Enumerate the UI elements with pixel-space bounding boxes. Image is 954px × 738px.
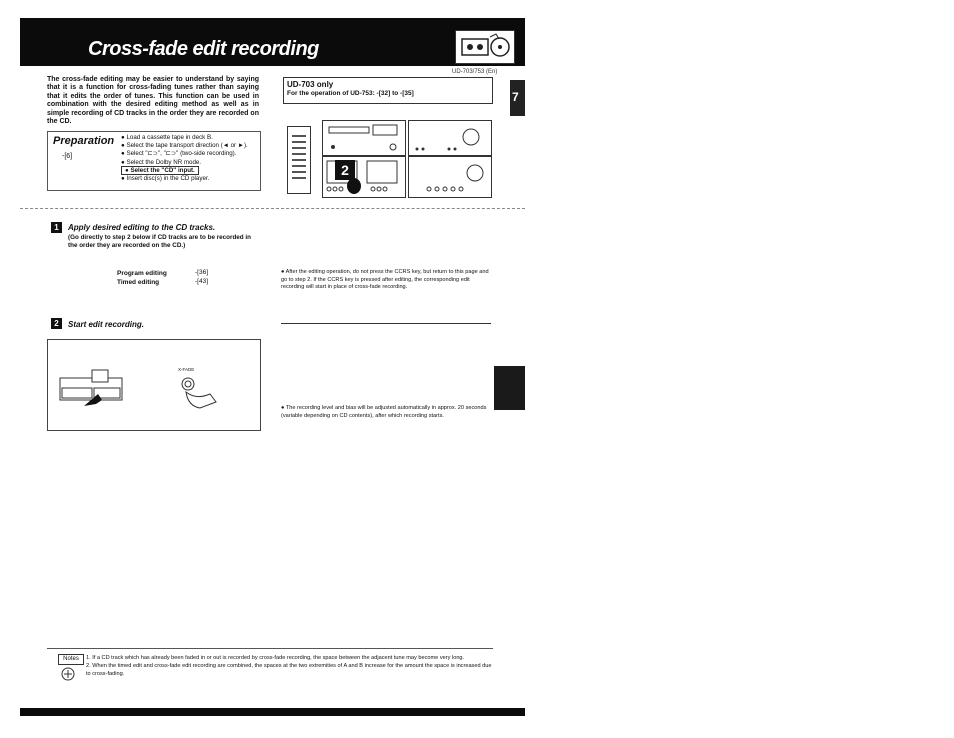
deck-buttons-icon (48, 340, 260, 430)
note-item: 1. If a CD track which has already been faded in or out is recorded by cross-fade recording, the space between the adjacent tune may become very long. (86, 655, 465, 661)
xfade-key-label: X-FADE (178, 367, 195, 372)
editing-methods (117, 269, 167, 287)
list-item: ● Select "⊏⊃", "⊏⊃" (two-side recording). (121, 150, 237, 158)
note-item: 2. When the timed edit and cross-fade edit recording are combined, the spaces at the two extremities of A and B increase for the amount the space is increased due to cross-fading. (86, 663, 492, 677)
page-title: Cross-fade edit recording (88, 38, 319, 60)
notes-label: Notes (58, 654, 84, 665)
section-divider (20, 208, 525, 209)
list-item: ● Select the tape transport direction (◄ or ►). (121, 142, 248, 150)
step-1-note: (Go directly to step 2 below if CD tracks are to be recorded in the order they are recorded on the CD.) (68, 234, 252, 250)
preparation-list (121, 134, 248, 183)
chapter-number: 7 (512, 90, 519, 104)
side-tab (494, 366, 525, 410)
amplifier-icon (408, 120, 492, 156)
chapter-tab (510, 80, 525, 116)
list-item: ● Select the Dolby NR mode. (121, 158, 202, 166)
step-badge-icon: 2 (335, 160, 355, 180)
notes-divider (47, 648, 493, 649)
model-reference: UD-703/753 (En) (452, 69, 498, 75)
page-ref: -[43] (195, 278, 209, 285)
step-2-diagram (47, 339, 261, 431)
tuner-icon (408, 156, 492, 198)
cd-player-icon (322, 120, 406, 156)
editing-page-refs (195, 268, 208, 286)
cassette-logo-icon (455, 30, 515, 64)
bottom-bar (20, 708, 525, 716)
step-2-title: Start edit recording. (68, 320, 145, 329)
preparation-page-ref: -[6] (62, 153, 73, 160)
list-item: ● Select the "CD" input. (121, 167, 248, 175)
step-1-title: Apply desired editing to the CD tracks. (68, 223, 216, 232)
notes-icon (60, 666, 76, 687)
notes-list (86, 654, 492, 678)
recording-level-note: ● The recording level and bias will be adjusted automatically in approx. 20 seconds (variable depending on CD contents), after which recording starts. (281, 405, 487, 419)
pointer-hand-icon (347, 178, 361, 194)
intro-paragraph: The cross-fade editing may be easier to understand by saying that it is a function for cross-fading tunes rather than saying that it edits the order of tunes. This function can be used in combination with the desired editing method as well as in simple recording of CD tracks in the order they are recorded on the CD. (47, 76, 259, 126)
remote-control-icon (287, 126, 311, 194)
step-2-number: 2 (51, 318, 62, 329)
list-item: ● Load a cassette tape in deck B. (121, 134, 213, 141)
method-program-editing: Program editing (117, 270, 167, 277)
model-note-subtitle: For the operation of UD-753: -[32] to -[35] (287, 90, 414, 97)
preparation-title: Preparation (53, 135, 115, 147)
after-edit-note: ● After the editing operation, do not press the CCRS key, but return to this page and go to step 2. If the CCRS key is pressed after editing, the corresponding edit recording will start in place of cross-fade recording. (281, 269, 489, 291)
model-note-title: UD-703 only (287, 80, 334, 89)
page-ref: -[36] (195, 269, 209, 276)
method-timed-editing: Timed editing (117, 279, 160, 286)
step-1-number: 1 (51, 222, 62, 233)
list-item: ● Insert disc(s) in the CD player. (121, 175, 210, 183)
divider (281, 323, 491, 324)
